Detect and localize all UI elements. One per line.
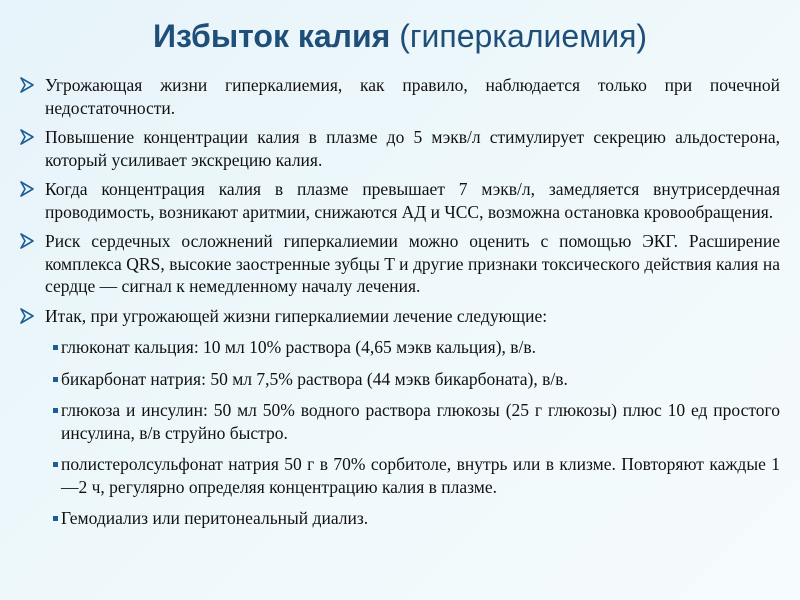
square-bullet-icon [53,408,58,413]
arrow-bullet-icon [20,308,34,324]
arrow-bullet-icon [20,129,34,145]
sub-item-text: глюкоза и инсулин: 50 мл 50% водного раствора глюкозы (25 г глюкозы) плюс 10 ед простого инсулина, в/в струйно быстро. [61,400,780,443]
bullet-text: Угрожающая жизни гиперкалиемия, как правило, наблюдается только при почечной недостаточности. [45,75,780,118]
slide-content [18,74,780,539]
sub-item-text: полистеролсульфонат натрия 50 г в 70% сорбитоле, внутрь или в клизме. Повторяют каждые 1—2 ч, регулярно определяя концентрацию калия в плазме. [61,454,780,497]
square-bullet-icon [53,462,58,467]
sub-item-text: глюконат кальция: 10 мл 10% раствора (4,65 мэкв кальция), в/в. [61,337,537,357]
arrow-bullet-icon [20,181,34,197]
bullet-item [18,178,780,223]
sub-item-text: бикарбонат натрия: 50 мл 7,5% раствора (44 мэкв бикарбоната), в/в. [61,368,568,389]
sub-item [53,453,780,498]
bullet-item [18,126,780,171]
bullet-item [18,230,780,298]
title-subtitle: (гиперкалиемия) [399,18,648,54]
sub-item [53,399,780,444]
arrow-bullet-icon [20,77,34,93]
sub-item-text: Гемодиализ или перитонеальный диализ. [61,508,369,528]
square-bullet-icon [53,377,58,382]
title-bold: Избыток калия [152,18,391,54]
bullet-item [18,74,780,119]
arrow-bullet-icon [20,233,34,249]
sub-item [53,368,780,391]
page-title [0,14,800,58]
sub-item [53,336,780,359]
bullet-item [18,305,780,328]
bullet-text: Риск сердечных осложнений гиперкалиемии можно оценить с помощью ЭКГ. Расширение комплекса QRS, высокие заостренные зубцы T и другие признаки токсического действия калия на сердце — сигнал к немедленному началу лечения. [45,231,780,296]
sub-item [53,507,780,530]
square-bullet-icon [53,345,58,350]
bullet-text: Итак, при угрожающей жизни гиперкалиемии лечение следующие: [45,305,548,326]
square-bullet-icon [53,516,58,521]
bullet-text: Повышение концентрации калия в плазме до 5 мэкв/л стимулирует секрецию альдостерона, который усиливает экскрецию калия. [45,127,780,170]
bullet-text: Когда концентрация калия в плазме превышает 7 мэкв/л, замедляется внутрисердечная проводимость, возникают аритмии, снижаются АД и ЧСС, возможна остановка кровообращения. [45,179,780,222]
